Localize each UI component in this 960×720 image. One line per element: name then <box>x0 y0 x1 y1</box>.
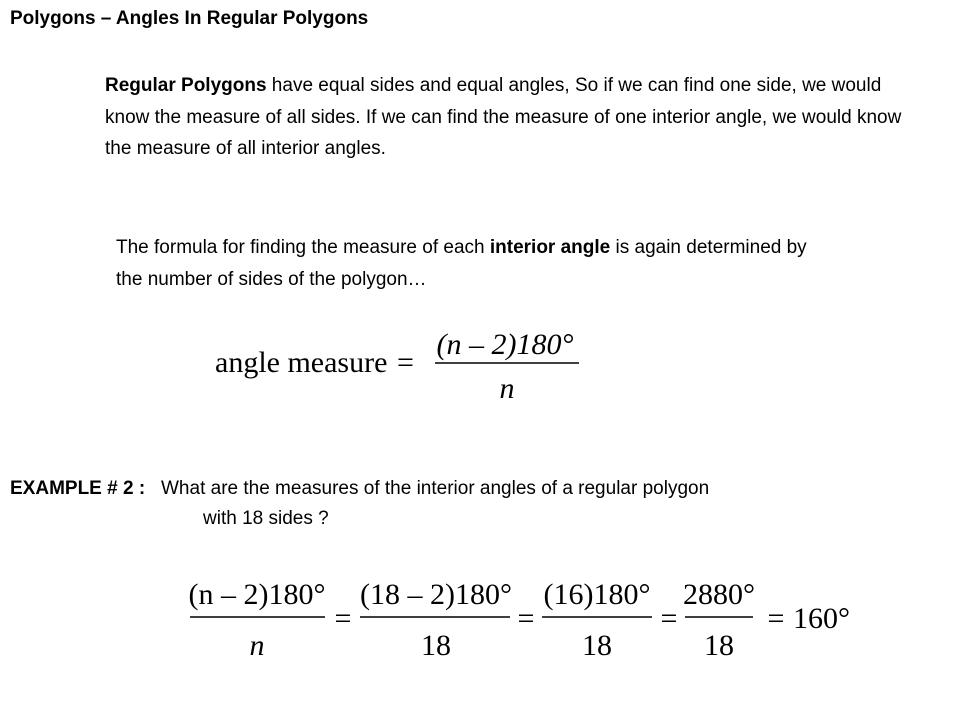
solution-step4-denominator: 18 <box>704 629 734 662</box>
solution-equals-3: = <box>660 602 678 635</box>
solution-step3-numerator: (16)180° <box>543 578 651 611</box>
solution-step1-denominator: n <box>249 629 265 662</box>
solution-step4-numerator: 2880° <box>683 578 755 611</box>
example-question-line1: What are the measures of the interior angles of a regular polygon <box>161 478 710 499</box>
formula-equals: = <box>397 346 414 379</box>
formula-intro-part1: The formula for finding the measure of each <box>116 237 490 258</box>
intro-paragraph <box>105 70 905 165</box>
solution-step2-denominator: 18 <box>421 629 451 662</box>
formula-intro-part2: is again determined by the number of sides of the polygon… <box>116 237 807 290</box>
formula-intro-paragraph <box>116 232 816 295</box>
intro-text: have equal sides and equal angles, So if we can find one side, we would know the measure of all sides. If we can find the measure of one interior angle, we would know the measure of all interior angles. <box>105 75 902 159</box>
page-title: Polygons – Angles In Regular Polygons <box>10 8 369 29</box>
formula-numerator: (n – 2)180° <box>436 328 574 361</box>
angle-measure-formula <box>215 312 595 408</box>
solution-step3-denominator: 18 <box>582 629 612 662</box>
formula-lhs: angle measure <box>215 346 388 379</box>
formula-intro-bold: interior angle <box>489 237 611 258</box>
solution-step2-numerator: (18 – 2)180° <box>360 578 512 611</box>
solution-equals-2: = <box>517 602 535 635</box>
example-block <box>10 474 940 534</box>
solution-equals-1: = <box>334 602 352 635</box>
solution-equals-4: = <box>767 602 785 635</box>
example-line-1 <box>10 474 940 504</box>
example-line-2 <box>10 504 940 534</box>
solution-step1-numerator: (n – 2)180° <box>188 578 326 611</box>
example-label: EXAMPLE # 2 : <box>10 478 146 499</box>
example-question-line2: with 18 sides ? <box>203 508 329 529</box>
solution-result: 160° <box>793 602 850 635</box>
solution-equation <box>185 560 865 670</box>
intro-bold-lead: Regular Polygons <box>105 75 267 96</box>
formula-denominator: n <box>499 372 515 405</box>
